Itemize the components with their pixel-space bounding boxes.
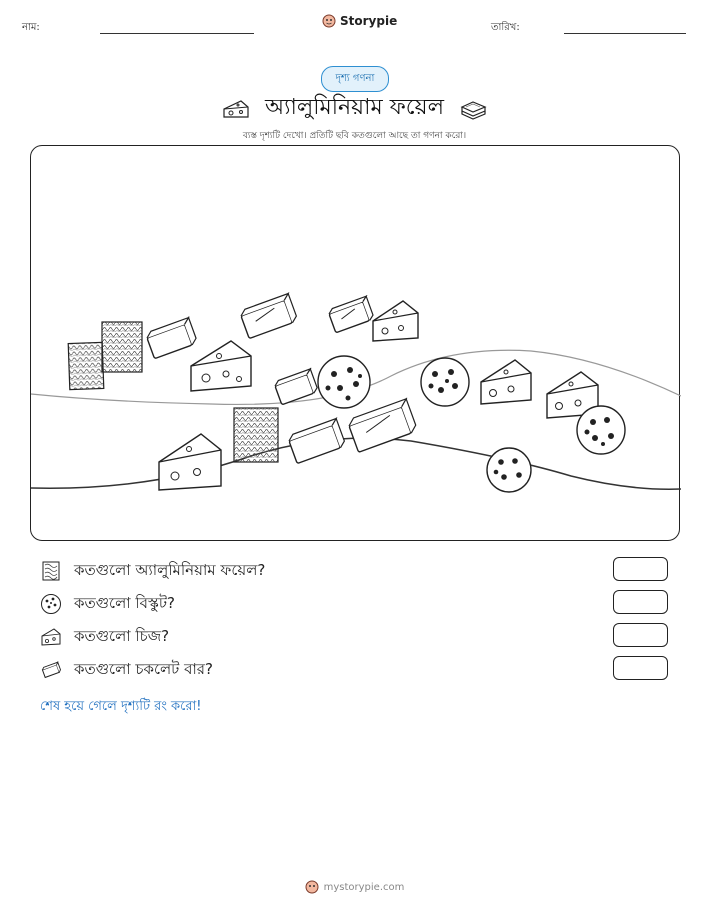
cheese-icon (221, 97, 251, 121)
cookie-icon (318, 356, 370, 408)
cheese-icon (481, 360, 531, 404)
name-input-line[interactable] (100, 33, 254, 34)
cookie-icon (421, 358, 469, 406)
cookie-icon (577, 406, 625, 454)
site-footer (0, 880, 709, 894)
cheese-icon (159, 434, 221, 490)
answer-box[interactable] (613, 623, 668, 647)
chocolate-bar-icon (145, 318, 197, 359)
page-title: অ্যালুমিনিয়াম ফয়েল (265, 95, 444, 120)
foil-icon (234, 408, 278, 462)
question-text: কতগুলো চকলেট বার? (74, 659, 214, 678)
foil-icon (68, 342, 104, 389)
cheese-icon (191, 341, 251, 391)
category-badge: দৃশ্য গণনা (321, 66, 389, 92)
question-row (40, 657, 680, 683)
cookie-icon (487, 448, 531, 492)
date-input-line[interactable] (564, 33, 686, 34)
date-label: তারিখ: (491, 22, 520, 33)
title-row (0, 90, 709, 127)
chocolate-bar-icon (347, 399, 418, 452)
foil-icon (40, 560, 62, 582)
chocolate-bar-icon (40, 659, 62, 681)
question-text: কতগুলো বিস্কুট? (74, 593, 175, 612)
question-row (40, 624, 680, 650)
question-text: কতগুলো অ্যালুমিনিয়াম ফয়েল? (74, 560, 266, 579)
site-url: mystorypie.com (323, 881, 405, 893)
cookie-icon (40, 593, 62, 615)
coloring-instruction: শেষ হয়ে গেলে দৃশ্যটি রং করো! (40, 699, 202, 714)
brand-logo (322, 14, 397, 28)
chocolate-bar-icon (328, 296, 375, 333)
name-label: নাম: (22, 22, 40, 33)
question-text: কতগুলো চিজ? (74, 626, 170, 645)
cheese-icon (40, 626, 62, 648)
question-row (40, 591, 680, 617)
scene-illustration (31, 146, 681, 542)
counting-scene (30, 145, 680, 541)
instructions: ব্যস্ত দৃশ্যটি দেখো। প্রতিটি ছবি কতগুলো আছে তা গণনা করো। (242, 131, 467, 141)
answer-box[interactable] (613, 590, 668, 614)
cheese-icon (373, 301, 418, 341)
storypie-logo-icon (322, 14, 336, 28)
chocolate-bar-icon (239, 294, 298, 339)
answer-box[interactable] (613, 656, 668, 680)
answer-box[interactable] (613, 557, 668, 581)
brand-name: Storypie (340, 14, 398, 28)
foil-icon (102, 322, 142, 372)
question-row (40, 558, 680, 584)
foil-stack-icon (458, 97, 488, 121)
storypie-logo-icon (305, 880, 319, 894)
chocolate-bar-icon (287, 419, 346, 464)
